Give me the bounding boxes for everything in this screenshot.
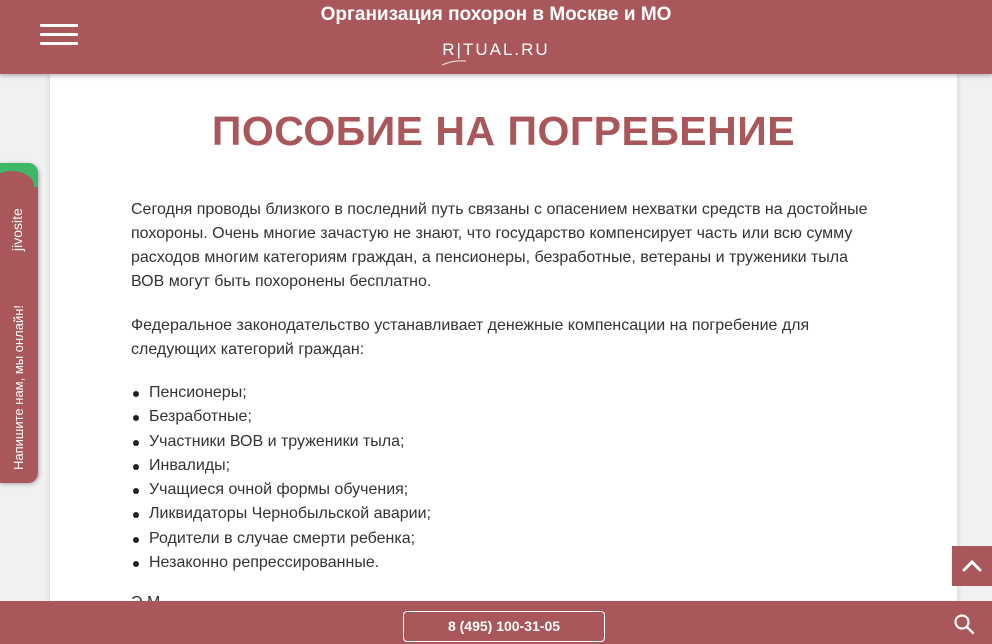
site-logo[interactable]: R|TUAL.RU — [442, 40, 550, 59]
list-item: Инвалиды; — [131, 454, 831, 478]
chat-brand: jivosite — [9, 208, 25, 251]
chevron-up-icon — [952, 546, 992, 586]
main-content — [50, 74, 957, 644]
scroll-to-top-button[interactable] — [952, 546, 992, 586]
categories-list — [131, 381, 831, 575]
list-item: Ликвидаторы Чернобыльской аварии; — [131, 502, 831, 526]
list-item: Участники ВОВ и труженики тыла; — [131, 430, 831, 454]
law-paragraph: Федеральное законодательство устанавливает денежные компенсации на погребение для следующих категорий граждан: — [131, 317, 810, 358]
list-item: Учащиеся очной формы обучения; — [131, 478, 831, 502]
intro-paragraph: Сегодня проводы близкого в последний путь связаны с опасением нехватки средств на достойные похороны. Очень многие зачастую не знают, что государство компенсирует часть или всю сумму расходов многим категориям граждан, а пенсионеры, безработные, ветераны и труженики тыла ВОВ могут быть похоронены бесплатно. — [131, 201, 868, 290]
logo-swoosh-icon — [441, 60, 467, 66]
list-item: Пенсионеры; — [131, 381, 831, 405]
site-footer — [0, 601, 992, 644]
site-header — [0, 0, 992, 74]
list-item: Родители в случае смерти ребенка; — [131, 527, 831, 551]
phone-button[interactable]: 8 (495) 100-31-05 — [403, 611, 605, 642]
header-title: Организация похорон в Москве и МО — [320, 4, 672, 25]
chat-label: Напишите нам, мы онлайн! — [11, 304, 26, 470]
search-icon[interactable] — [952, 612, 976, 636]
list-item: Безработные; — [131, 405, 831, 429]
page-title: ПОСОБИЕ НА ПОГРЕБЕНИЕ — [211, 108, 796, 154]
online-status-indicator — [0, 163, 38, 187]
chat-widget-tab[interactable] — [0, 163, 38, 483]
list-item: Незаконно репрессированные. — [131, 551, 831, 575]
